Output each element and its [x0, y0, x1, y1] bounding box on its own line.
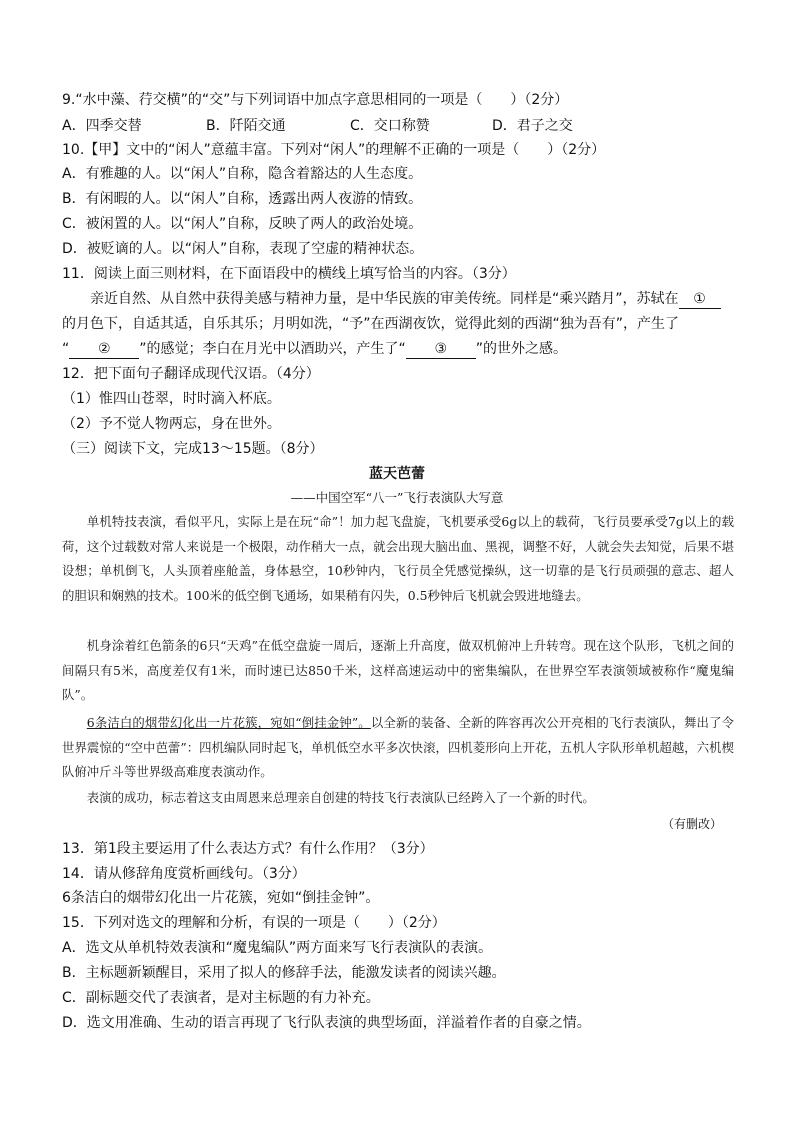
- question-10-option-c: C．被闲置的人。以“闲人”自称，反映了两人的政治处境。: [62, 216, 423, 232]
- question-11-passage-line-2: 的月色下，自适其适，自乐其乐；月明如洗，“予”在西湖夜饮，觉得此刻的西湖“独为吾有”，产生了: [62, 316, 680, 332]
- article-subtitle: ——中国空军“八一”飞行表演队大写意: [290, 490, 504, 505]
- quote-mark: “: [62, 341, 70, 357]
- question-9-option-a: A．四季交替: [62, 118, 142, 134]
- paragraph-3-rest: 以全新的装备、全新的阵容再次公开亮相的飞行表演队，舞出了令世界震惊的“空中芭蕾”：四机编队同时起飞，单机低空水平多次快滚，四机菱形向上开花，五机人字队形单机超越，六机楔队俯冲斤斗等世界级高难度表演动作。: [62, 715, 734, 780]
- answer-blank-1[interactable]: ①: [679, 290, 721, 309]
- article-paragraph-1: 单机特技表演，看似平凡，实际上是在玩“命”！加力起飞盘旋，飞机要承受6g以上的载荷，飞行员要承受7g以上的载荷，这个过载数对常人来说是一个极限，动作稍大一点，就会出现大脑出血、黑视，调整不好，人就会失去知觉，后果不堪设想；单机倒飞，人头顶着座舱盖，身体悬空，10秒钟内，飞行员全凭感觉操纵，这一切靠的是飞行员顽强的意志、超人的胆识和娴熟的技术。100米的低空倒飞通场，如果稍有闪失，0.5秒钟后飞机就会毁进地缝去。: [62, 514, 734, 604]
- question-11-passage-line-1: [90, 289, 721, 309]
- question-15-option-a: A．选文从单机特效表演和“魔鬼编队”两方面来写飞行表演队的表演。: [62, 940, 493, 956]
- question-13-stem: 13．第1段主要运用了什么表达方式？有什么作用？（3分）: [62, 841, 434, 857]
- article-paragraph-2: 机身涂着红色箭条的6只“天鸡”在低空盘旋一周后，逐渐上升高度，做双机俯冲上升转弯。现在这个队形，飞机之间的间隔只有5米，高度差仅有1米，而时速已达850千米，这样高速运动中的密集编队，在世界空军表演领域被称作“魔鬼编队”。: [62, 638, 734, 703]
- question-10-stem: 10.【甲】文中的“闲人”意蕴丰富。下列对“闲人”的理解不正确的一项是（ ）（2分）: [62, 142, 606, 158]
- question-12-item-1: （1）惟四山苍翠，时时滴入杯底。: [62, 391, 281, 407]
- question-11-stem: 11．阅读上面三则材料，在下面语段中的横线上填写恰当的内容。（3分）: [62, 266, 516, 282]
- question-9-option-c: C．交口称赞: [350, 118, 430, 134]
- question-9-option-b: B．阡陌交通: [206, 118, 286, 134]
- question-10-option-b: B．有闲暇的人。以“闲人”自称，透露出两人夜游的情致。: [62, 191, 423, 207]
- question-15-option-b: B．主标题新颖醒目，采用了拟人的修辞手法，能激发读者的阅读兴趣。: [62, 965, 506, 981]
- section-3-heading: （三）阅读下文，完成13～15题。（8分）: [62, 441, 324, 457]
- question-14-quote: 6条洁白的烟带幻化出一片花簇，宛如“倒挂金钟”。: [62, 890, 380, 906]
- question-11-text: 亲近自然、从自然中获得美感与精神力量，是中华民族的审美传统。同样是“乘兴踏月”，苏轼在: [90, 291, 679, 307]
- source-note: （有删改）: [661, 817, 722, 831]
- question-9-option-d: D．君子之交: [492, 118, 573, 134]
- question-11-passage-line-3: [62, 339, 567, 359]
- underlined-sentence: 6条洁白的烟带幻化出一片花簇，宛如“倒挂金钟”。: [86, 715, 371, 730]
- question-12-stem: 12．把下面句子翻译成现代汉语。（4分）: [62, 366, 320, 382]
- question-12-item-2: （2）予不觉人物两忘，身在世外。: [62, 416, 281, 432]
- question-10-option-a: A．有雅趣的人。以“闲人”自称，隐含着豁达的人生态度。: [62, 166, 423, 182]
- question-11-text: ”的世外之感。: [475, 341, 568, 357]
- question-11-text: ”的感觉；李白在月光中以酒助兴，产生了“: [139, 341, 406, 357]
- question-15-option-d: D．选文用准确、生动的语言再现了飞行队表演的典型场面，洋溢着作者的自豪之情。: [62, 1015, 591, 1031]
- question-15-option-c: C．副标题交代了表演者，是对主标题的有力补充。: [62, 990, 380, 1006]
- article-paragraph-3: [62, 711, 734, 785]
- question-9-stem: 9.“水中藻、荇交横”的“交”与下列词语中加点字意思相同的一项是（ ）（2分）: [62, 92, 569, 108]
- article-title: 蓝天芭蕾: [369, 466, 425, 482]
- question-9-options: [62, 116, 682, 136]
- answer-blank-2[interactable]: ②: [69, 340, 139, 359]
- question-15-stem: 15．下列对选文的理解和分析，有误的一项是（ ）（2分）: [62, 915, 446, 931]
- question-10-option-d: D．被贬谪的人。以“闲人”自称，表现了空虚的精神状态。: [62, 241, 424, 257]
- answer-blank-3[interactable]: ③: [406, 340, 476, 359]
- question-14-stem: 14．请从修辞角度赏析画线句。（3分）: [62, 866, 306, 882]
- article-paragraph-4: 表演的成功，标志着这支由周恩来总理亲自创建的特技飞行表演队已经跨入了一个新的时代。: [86, 790, 595, 805]
